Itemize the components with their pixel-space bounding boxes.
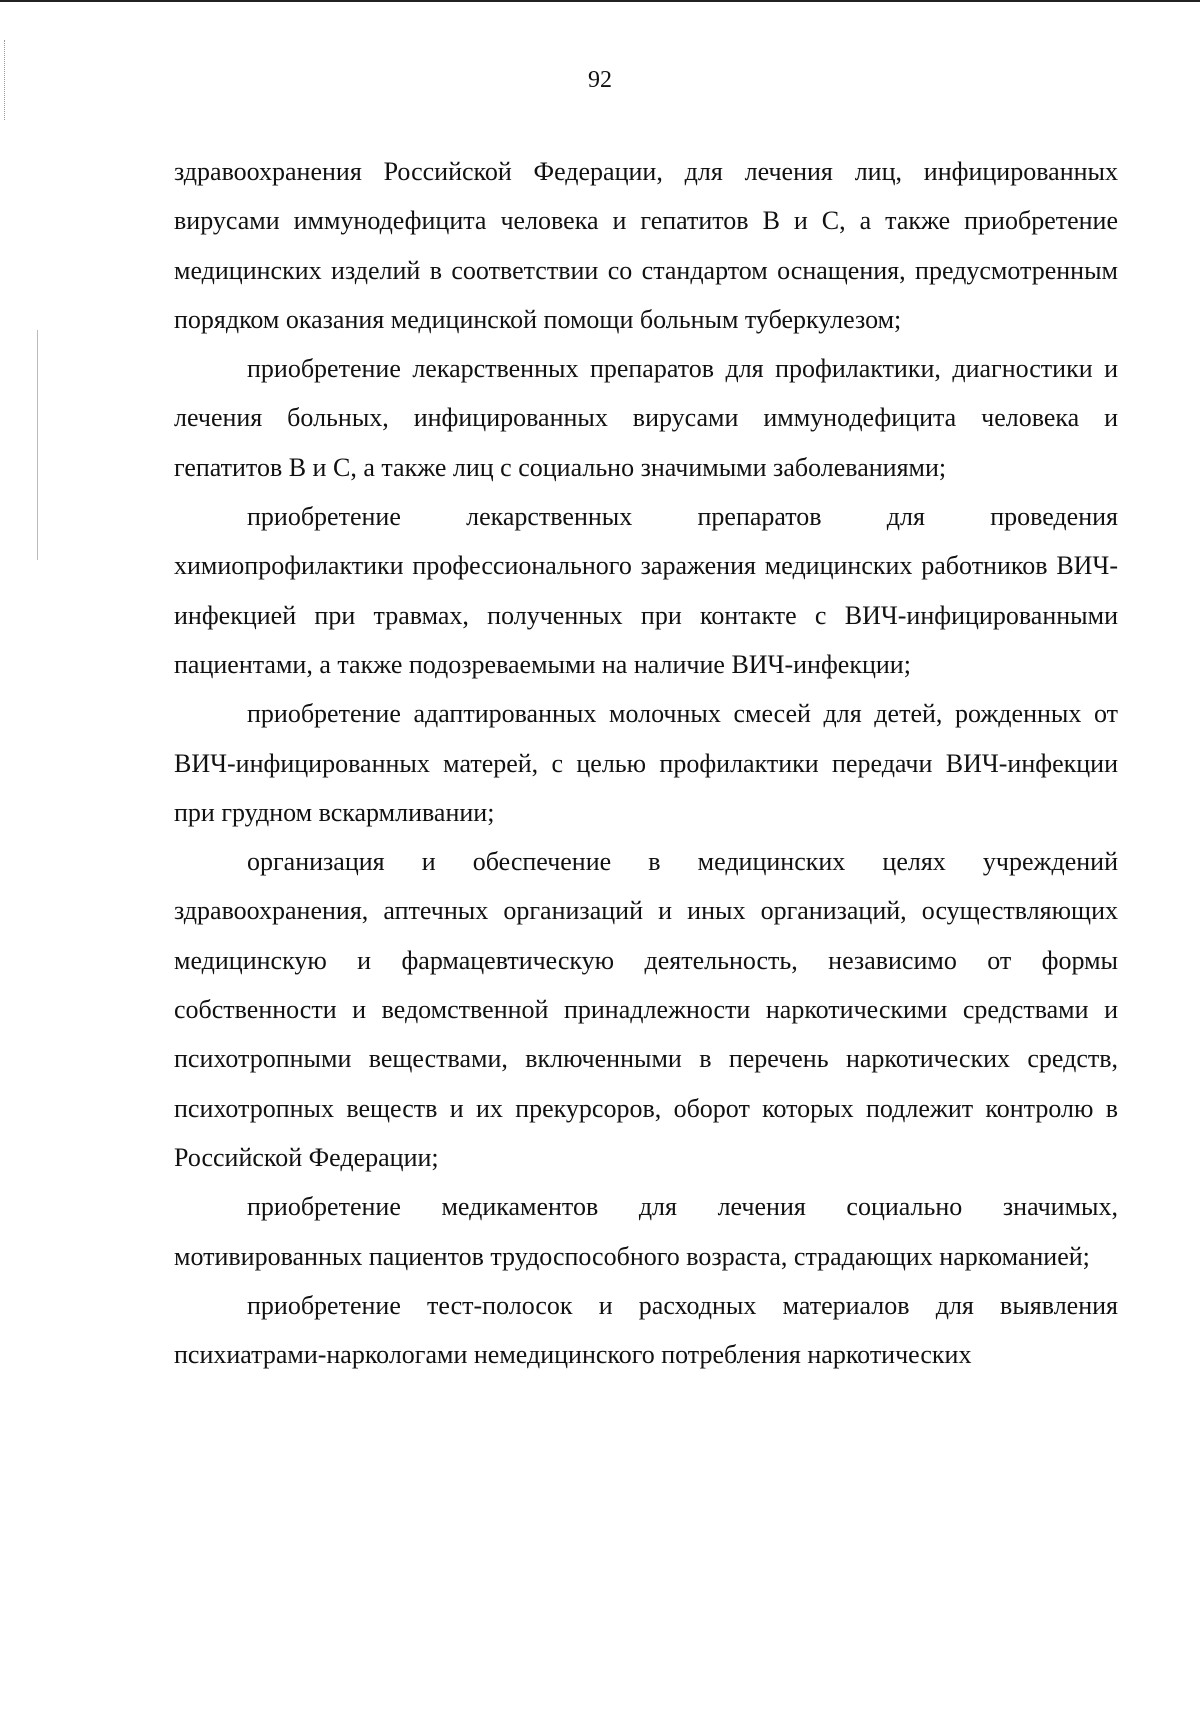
document-body: [174, 147, 1118, 1379]
paragraph: приобретение медикаментов для лечения социально значимых, мотивированных пациентов трудоспособного возраста, страдающих наркоманией;: [174, 1192, 1118, 1271]
paragraph: организация и обеспечение в медицинских целях учреждений здравоохранения, аптечных организаций и иных организаций, осуществляющих медицинскую и фармацевтическую деятельность, независимо от формы собственности и ведомственной принадлежности наркотическими средствами и психотропными веществами, включенными в перечень наркотических средств, психотропных веществ и их прекурсоров, оборот которых подлежит контролю в Российской Федерации;: [174, 847, 1118, 1172]
paragraph: приобретение адаптированных молочных смесей для детей, рожденных от ВИЧ-инфицированных матерей, с целью профилактики передачи ВИЧ-инфекции при грудном вскармливании;: [174, 699, 1118, 827]
paragraph-truncated: приобретение тест-полосок и расходных материалов для выявления психиатрами-наркологами немедицинского потребления наркотических: [174, 1290, 1118, 1370]
scan-margin-mark: [37, 330, 38, 560]
paragraph: приобретение лекарственных препаратов для профилактики, диагностики и лечения больных, инфицированных вирусами иммунодефицита человека и гепатитов B и C, а также лиц с социально значимыми заболеваниями;: [174, 354, 1118, 482]
page-number: 92: [588, 67, 612, 93]
scan-top-edge: [0, 0, 1200, 2]
paragraph-continuation: здравоохранения Российской Федерации, для лечения лиц, инфицированных вирусами иммунодефицита человека и гепатитов B и C, а также приобретение медицинских изделий в соответствии со стандартом оснащения, предусмотренным порядком оказания медицинской помощи больным туберкулезом;: [174, 157, 1118, 334]
paragraph: приобретение лекарственных препаратов для проведения химиопрофилактики профессионального заражения медицинских работников ВИЧ-инфекцией при травмах, полученных при контакте с ВИЧ-инфицированными пациентами, а также подозреваемыми на наличие ВИЧ-инфекции;: [174, 502, 1118, 679]
